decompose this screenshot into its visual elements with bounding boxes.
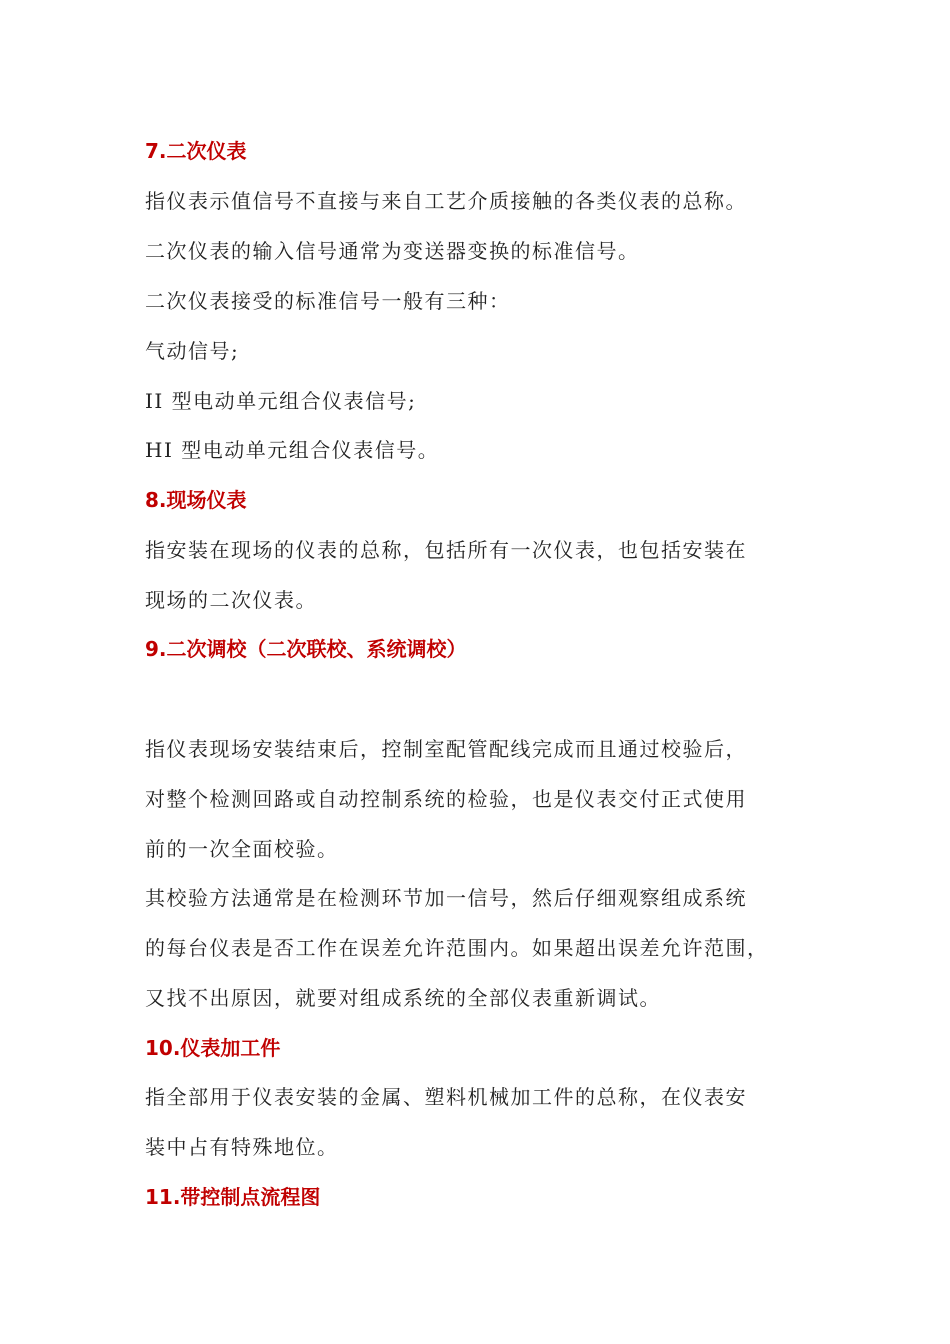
paragraph-line: 的每台仪表是否工作在误差允许范围内。如果超出误差允许范围，	[145, 936, 769, 960]
paragraph-line: 二次仪表的输入信号通常为变送器变换的标准信号。	[145, 239, 640, 263]
paragraph-line: 装中占有特殊地位。	[145, 1135, 339, 1159]
section-heading-11: 11.带控制点流程图	[145, 1185, 321, 1209]
paragraph-line: 气动信号;	[145, 339, 240, 363]
paragraph-line: 对整个检测回路或自动控制系统的检验，也是仪表交付正式使用	[145, 787, 747, 811]
paragraph-line: 前的一次全面校验。	[145, 837, 339, 861]
section-heading-7: 7.二次仪表	[145, 139, 247, 163]
section-heading-9: 9.二次调校（二次联校、系统调校）	[145, 637, 467, 661]
paragraph-line: 二次仪表接受的标准信号一般有三种：	[145, 289, 511, 313]
paragraph-line: 现场的二次仪表。	[145, 588, 317, 612]
paragraph-line: 指全部用于仪表安装的金属、塑料机械加工件的总称，在仪表安	[145, 1085, 747, 1109]
section-heading-10: 10.仪表加工件	[145, 1036, 281, 1060]
paragraph-line: II 型电动单元组合仪表信号;	[145, 389, 417, 413]
paragraph-line: 指安装在现场的仪表的总称，包括所有一次仪表，也包括安装在	[145, 538, 747, 562]
paragraph-line: 又找不出原因，就要对组成系统的全部仪表重新调试。	[145, 986, 661, 1010]
paragraph-line: HI 型电动单元组合仪表信号。	[145, 438, 440, 462]
paragraph-line: 指仪表示值信号不直接与来自工艺介质接触的各类仪表的总称。	[145, 189, 747, 213]
section-heading-8: 8.现场仪表	[145, 488, 247, 512]
paragraph-line: 其校验方法通常是在检测环节加一信号，然后仔细观察组成系统	[145, 886, 747, 910]
paragraph-line: 指仪表现场安装结束后，控制室配管配线完成而且通过校验后，	[145, 737, 747, 761]
